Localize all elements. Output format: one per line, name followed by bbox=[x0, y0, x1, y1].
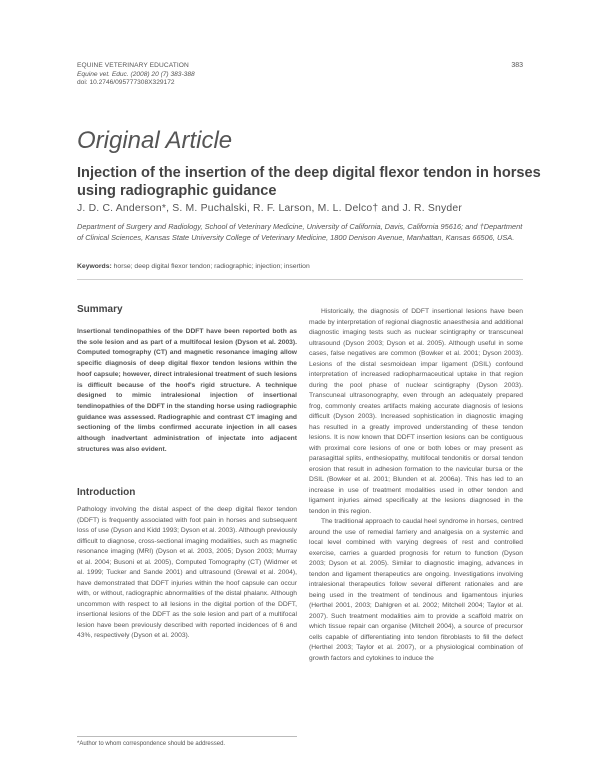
header-divider bbox=[77, 279, 523, 280]
citation: Equine vet. Educ. (2008) 20 (7) 383-388 bbox=[77, 70, 195, 78]
page-number: 383 bbox=[511, 62, 523, 69]
introduction-heading: Introduction bbox=[77, 487, 136, 498]
right-column bbox=[309, 307, 523, 664]
body-paragraph-1: Historically, the diagnosis of DDFT insertional lesions have been made by interpretation of regional diagnostic anaesthesia and additional diagnostic imaging tests such as nuclear scintigraphy or transcuneal ultrasound (Dyson 2003; Dyson et al. 2005). Although useful in some cases, false negatives are common (Bowker et al. 2001; Dyson 2003). Lesions of the distal sesmoidean impar ligament (DSIL) confound interpretation of increased radiopharmaceutical uptake in that region during the pool phase of nuclear scintigraphy (Dyson 2003). Transcuneal ultrasonography, even through an adequately prepared frog, commonly creates artifacts making accurate diagnosis of lesions difficult (Dyson 2003). Increased sophistication in diagnostic imaging has resulted in a greatly improved understanding of these tendon lesions. It is now known that DDFT insertion lesions can be contiguous with proximal core lesions of one or both lobes or may present as parasagittal splits, enthesiopathy, multifocal tendonitis or dorsal tendon erosion that result in adhesion formation to the navicular bursa or the DSIL (Bowker et al. 2001; Blunden et al. 2006a). This has led to an increase in use of treatment modalities used in other tendon and ligament injuries aimed specifically at the lesions diagnosed in the tendon in this region. bbox=[309, 308, 523, 515]
introduction-paragraph: Pathology involving the distal aspect of the deep digital flexor tendon (DDFT) is frequently associated with foot pain in horses and subsequent loss of use (Dyson and Kidd 1993; Dyson et al. 2003). Although previously difficult to diagnose, cross-sectional imaging modalities, such as magnetic resonance imaging (MRI) (Dyson et al. 2003, 2005; Dyson 2003; Murray et al. 2004; Busoni et al. 2005), Computed Tomography (CT) (Widmer et al. 1999; Tucker and Sande 2001) and ultrasound (Grewal et al. 2004), have demonstrated that DDFT injuries within the hoof capsule can occur with, or without, radiographic abnormalities of the distal phalanx. Although uncommon with respect to all lesions in the digital portion of the DDFT, insertional lesions of the DDFT as the sole lesion and part of a multifocal lesion have been previously described with reported incidences of 6 and 43%, respectively (Dyson et al. 2003). bbox=[77, 506, 297, 639]
keywords-text: horse; deep digital flexor tendon; radiographic; injection; insertion bbox=[113, 263, 310, 270]
article-title: Injection of the insertion of the deep digital flexor tendon in horses using radiographic guidance bbox=[77, 165, 541, 199]
introduction-text bbox=[77, 505, 297, 642]
journal-header bbox=[77, 62, 195, 88]
journal-name: EQUINE VETERINARY EDUCATION bbox=[77, 62, 189, 69]
doi: doi: 10.2746/095777308X329172 bbox=[77, 79, 175, 87]
keywords-label: Keywords: bbox=[77, 263, 112, 270]
article-type: Original Article bbox=[77, 127, 233, 154]
affiliations: Department of Surgery and Radiology, School of Veterinary Medicine, University of California, Davis, California 95616; and †Department of Clinical Sciences, Kansas State University College of Veterinary Medicine, 1800 Denison Avenue, Manhattan, Kansas 66506, USA. bbox=[77, 222, 523, 242]
keywords bbox=[77, 263, 310, 270]
body-paragraph-2: The traditional approach to caudal heel syndrome in horses, centred around the use of remedial farriery and analgesia on a systemic and local level combined with varying degrees of rest and controlled exercise, carries a guarded prognosis for return to function (Dyson 2003; Dyson et al. 2005). Similar to diagnostic imaging, advances in tendon and ligament therapeutics are ongoing. Investigations involving intralesional therapeutics follow several different rationales and are being used in the treatment of tendinous and ligamentous injuries (Herthel 2001, 2003; Dahlgren et al. 2002; Mitchell 2004; Taylor et al. 2007). Such treatment modalities aim to provide a scaffold matrix on which tissue repair can organise (Mitchell 2004), a source of precursor cells capable of differentiating into tendon fibroblasts to fill the defect (Herthel 2003; Taylor et al. 2007), or a physiological combination of growth factors and cytokines to induce the bbox=[309, 518, 523, 662]
authors: J. D. C. Anderson*, S. M. Puchalski, R. F. Larson, M. L. Delco† and J. R. Snyder bbox=[77, 203, 463, 214]
footnote-divider bbox=[77, 736, 297, 737]
summary-text: Insertional tendinopathies of the DDFT have been reported both as the sole lesion and as part of a multifocal lesion (Dyson et al. 2003). Computed tomography (CT) and magnetic resonance imaging allow specific diagnosis of deep digital flexor tendon lesions within the hoof capsule; however, direct intralesional treatment of such lesions is difficult because of the hoof's rigid structure. A technique designed to mimic intralesional injection of insertional tendinopathies of the DDFT in the standing horse using radiographic guidance was assessed. Radiographic and contrast CT imaging and sectioning of the limbs confirmed accurate injection in all cases although inadvertant administration of injectate into adjacent structures was also evident. bbox=[77, 328, 297, 453]
footnote: *Author to whom correspondence should be addressed. bbox=[77, 741, 226, 747]
summary-heading: Summary bbox=[77, 304, 123, 315]
